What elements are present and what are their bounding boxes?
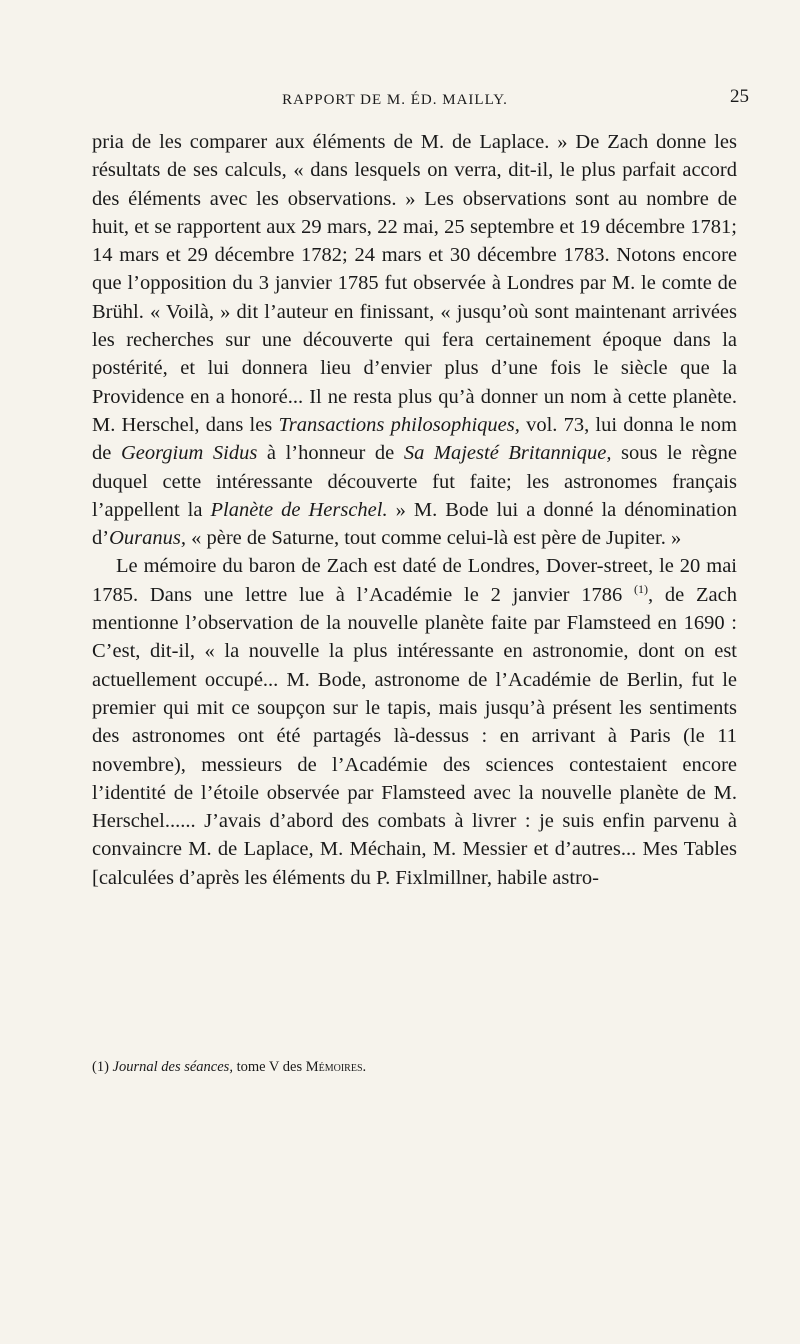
text-run: pria de les comparer aux éléments de M. de Laplace. » De Zach donne les résultats de ses calculs, « dans lesquels on verra, dit-il, le plus parfait accord des éléments avec les observations. » Les observations sont au nombre de huit, et se rapportent aux 29 mars, 22 mai, 25 septembre et 19 décembre 1781; 14 mars et 29 décembre 1782; 24 mars et 30 décembre 1783. Notons encore que l’opposition du 3 janvier 1785 fut observée à Londres par M. le comte de Brühl. « Voilà, » dit l’auteur en finissant, « jusqu’où sont maintenant arrivées les recherches sur une découverte qui fera certainement époque dans la postérité, et lui donnera lieu d’envier plus d’une fois le siècle que la Providence en a honoré... Il ne resta plus qu’à donner un nom à cette planète. M. Herschel, dans les — [92, 131, 737, 436]
italic-run: Sa Majesté Britannique, — [403, 442, 612, 465]
paragraph-2 — [92, 552, 737, 892]
text-run: sous le règne duquel cette intéressante découverte fut faite; les astronomes français l’appellent la — [92, 442, 737, 521]
text-run: » M. Bode lui a donné la dénomination d’ — [92, 498, 737, 550]
footnote-text: tome V des — [232, 1059, 306, 1075]
footnote-italic: Journal des séances, — [112, 1059, 233, 1075]
page-number: 25 — [730, 86, 749, 107]
paragraph-1 — [92, 128, 737, 552]
italic-run: Transactions philosophiques, — [278, 413, 520, 436]
footnote-marker: (1) — [92, 1059, 109, 1075]
text-run: à l’honneur de — [257, 442, 404, 465]
text-run: « père de Saturne, tout comme celui-là est père de Jupiter. » — [185, 527, 682, 550]
body-text — [92, 128, 737, 892]
footnote — [92, 1057, 737, 1077]
italic-run: Planète de Herschel. — [210, 498, 388, 521]
text-run: Le mémoire du baron de Zach est daté de Londres, Dover-street, le 20 mai 1785. Dans une lettre lue à l’Académie le 2 janvier 1786 — [92, 555, 737, 606]
text-run: vol. 73, lui donna le nom de — [92, 413, 737, 465]
text-run: , de Zach mentionne l’observation de la nouvelle planète faite par Flamsteed en 1690 : C’est, dit-il, « la nouvelle la plus intéressante en astronomie, dont on est actuellement occupé... M. Bode, astronome de l’Académie de Berlin, fut le premier qui mit ce soupçon sur le tapis, mais jusqu’à présent les sentiments des astronomes ont été partagés là-dessus : en arrivant à Paris (le 11 novembre), messieurs de l’Académie des sciences contestaient encore l’identité de l’étoile observée par Flamsteed avec la nouvelle planète de M. Herschel...... J’avais d’abord des combats à livrer : je suis enfin parvenu à convaincre M. de Laplace, M. Méchain, M. Messier et d’autres... Mes Tables [calculées d’après les éléments du P. Fixlmillner, habile astro- — [92, 583, 737, 889]
italic-run: Georgium Sidus — [120, 442, 258, 465]
italic-run: Ouranus, — [109, 527, 186, 550]
footnote-ref: (1) — [634, 581, 649, 596]
running-title: RAPPORT DE M. ÉD. MAILLY. — [282, 92, 508, 108]
footnote-smallcaps: Mémoires. — [305, 1059, 367, 1075]
